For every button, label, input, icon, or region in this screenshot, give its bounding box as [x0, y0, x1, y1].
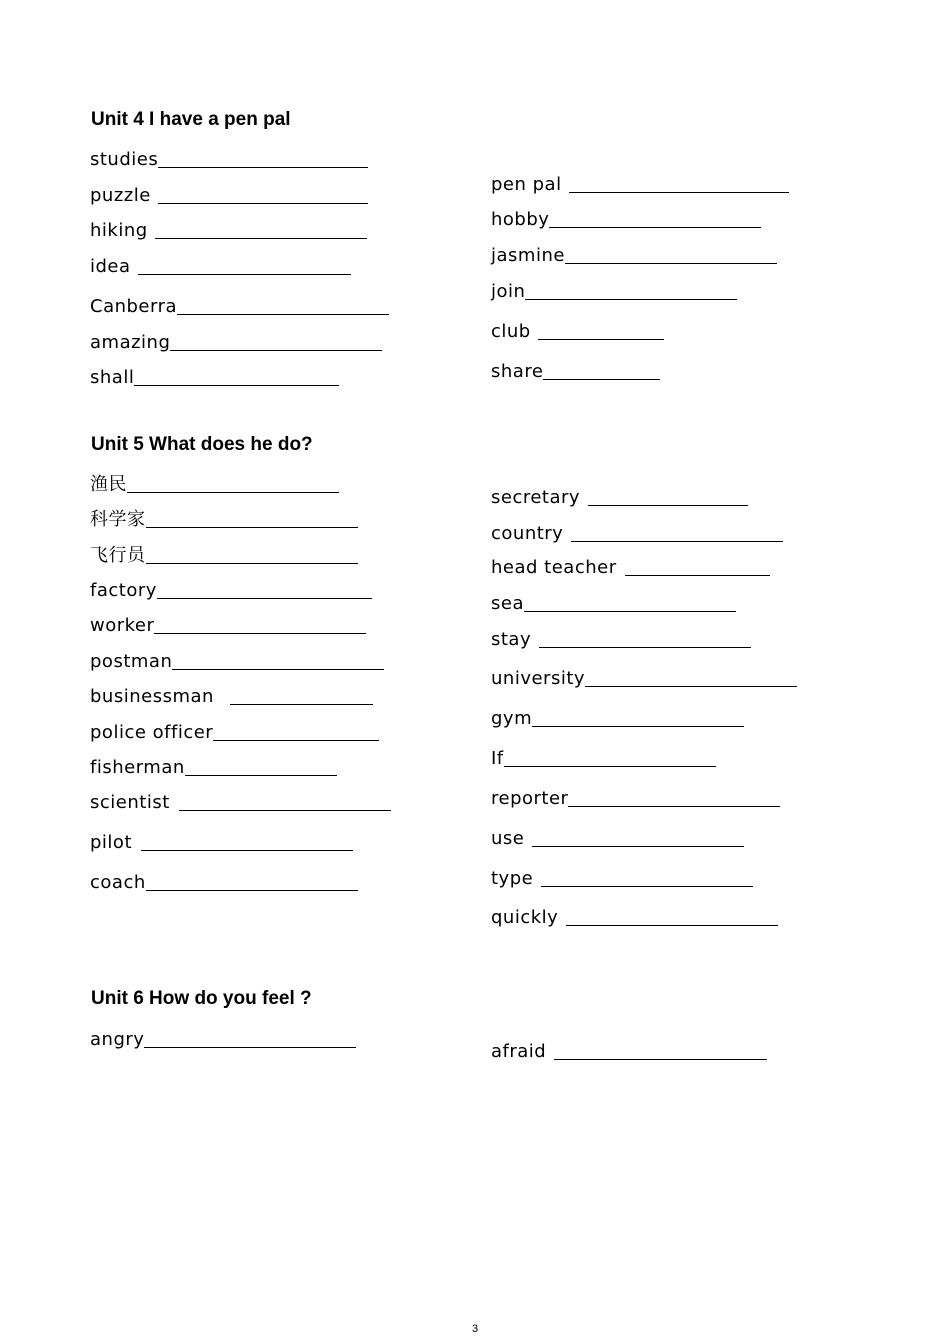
- vocab-entry: [90, 367, 339, 389]
- answer-blank[interactable]: [571, 540, 783, 542]
- vocab-entry: [491, 868, 753, 890]
- answer-blank[interactable]: [158, 166, 368, 168]
- vocab-word: university: [491, 668, 586, 689]
- vocab-entry: [491, 209, 761, 231]
- answer-blank[interactable]: [525, 298, 737, 300]
- vocab-entry: [491, 281, 737, 303]
- vocab-word: share: [491, 361, 544, 382]
- answer-blank[interactable]: [155, 237, 367, 239]
- answer-blank[interactable]: [146, 889, 358, 891]
- vocab-entry: [90, 545, 358, 567]
- vocab-entry: [90, 757, 337, 779]
- vocab-entry: [90, 651, 384, 673]
- answer-blank[interactable]: [549, 226, 761, 228]
- vocab-word: pen pal: [491, 174, 562, 195]
- answer-blank[interactable]: [141, 849, 353, 851]
- vocab-entry: [491, 557, 770, 579]
- unit5-heading: Unit 5 What does he do?: [91, 434, 313, 455]
- vocab-word: secretary: [491, 487, 581, 508]
- answer-blank[interactable]: [179, 809, 391, 811]
- vocab-word: club: [491, 321, 531, 342]
- vocab-word: join: [491, 281, 526, 302]
- vocab-word: coach: [90, 872, 146, 893]
- vocab-entry: [491, 593, 736, 615]
- vocab-entry: [90, 1029, 356, 1051]
- vocab-entry: [90, 332, 382, 354]
- vocab-entry: [491, 245, 777, 267]
- vocab-word: afraid: [491, 1041, 547, 1062]
- vocab-word: country: [491, 523, 564, 544]
- vocab-word: head teacher: [491, 557, 617, 578]
- answer-blank[interactable]: [157, 597, 372, 599]
- vocab-entry: [491, 788, 780, 810]
- vocab-entry: [491, 523, 783, 545]
- vocab-word: fisherman: [90, 757, 185, 778]
- vocab-word: gym: [491, 708, 533, 729]
- vocab-entry: [90, 149, 368, 171]
- answer-blank[interactable]: [532, 725, 744, 727]
- vocab-word: businessman: [90, 686, 214, 707]
- vocab-entry: [90, 509, 358, 531]
- vocab-word: 飞行员: [90, 545, 146, 566]
- vocab-word: Canberra: [90, 296, 178, 317]
- answer-blank[interactable]: [170, 349, 382, 351]
- answer-blank[interactable]: [134, 384, 339, 386]
- vocab-entry: [491, 487, 748, 509]
- vocab-entry: [491, 708, 744, 730]
- vocab-word: hiking: [90, 220, 148, 241]
- answer-blank[interactable]: [566, 924, 778, 926]
- answer-blank[interactable]: [504, 765, 716, 767]
- vocab-word: idea: [90, 256, 131, 277]
- answer-blank[interactable]: [539, 646, 751, 648]
- vocab-entry: [90, 474, 339, 496]
- vocab-word: scientist: [90, 792, 170, 813]
- vocab-entry: [491, 174, 789, 196]
- answer-blank[interactable]: [154, 632, 366, 634]
- answer-blank[interactable]: [543, 378, 660, 380]
- vocab-word: sea: [491, 593, 524, 614]
- answer-blank[interactable]: [144, 1046, 356, 1048]
- answer-blank[interactable]: [532, 845, 744, 847]
- vocab-entry: [491, 668, 797, 690]
- answer-blank[interactable]: [213, 739, 379, 741]
- answer-blank[interactable]: [569, 191, 789, 193]
- vocab-entry: [90, 872, 358, 894]
- vocab-entry: [491, 1041, 767, 1063]
- page-number: 3: [471, 1323, 479, 1335]
- answer-blank[interactable]: [585, 685, 797, 687]
- vocab-entry: [491, 828, 744, 850]
- answer-blank[interactable]: [554, 1058, 767, 1060]
- answer-blank[interactable]: [568, 805, 780, 807]
- answer-blank[interactable]: [185, 774, 337, 776]
- answer-blank[interactable]: [588, 504, 748, 506]
- vocab-entry: [491, 361, 660, 383]
- vocab-entry: [90, 615, 366, 637]
- vocab-word: shall: [90, 367, 135, 388]
- vocab-word: reporter: [491, 788, 569, 809]
- vocab-word: use: [491, 828, 525, 849]
- vocab-entry: [90, 832, 353, 854]
- vocab-word: type: [491, 868, 534, 889]
- answer-blank[interactable]: [177, 313, 389, 315]
- answer-blank[interactable]: [230, 703, 373, 705]
- unit6-heading: Unit 6 How do you feel ?: [91, 988, 312, 1009]
- vocab-entry: [491, 321, 664, 343]
- answer-blank[interactable]: [172, 668, 384, 670]
- vocab-entry: [90, 296, 389, 318]
- vocab-word: pilot: [90, 832, 132, 853]
- vocab-entry: [90, 220, 367, 242]
- answer-blank[interactable]: [524, 610, 736, 612]
- vocab-word: angry: [90, 1029, 145, 1050]
- answer-blank[interactable]: [541, 885, 753, 887]
- vocab-entry: [90, 580, 372, 602]
- answer-blank[interactable]: [146, 526, 358, 528]
- vocab-entry: [491, 748, 716, 770]
- vocab-entry: [90, 686, 373, 708]
- vocab-word: studies: [90, 149, 159, 170]
- answer-blank[interactable]: [138, 273, 351, 275]
- vocab-word: factory: [90, 580, 157, 601]
- vocab-entry: [491, 907, 778, 929]
- vocab-word: stay: [491, 629, 532, 650]
- answer-blank[interactable]: [127, 491, 339, 493]
- vocab-word: quickly: [491, 907, 559, 928]
- vocab-word: hobby: [491, 209, 550, 230]
- vocab-entry: [491, 629, 751, 651]
- answer-blank[interactable]: [625, 574, 770, 576]
- vocab-word: If: [491, 748, 504, 769]
- answer-blank[interactable]: [158, 202, 368, 204]
- answer-blank[interactable]: [538, 338, 664, 340]
- vocab-entry: [90, 256, 351, 278]
- unit4-heading: Unit 4 I have a pen pal: [91, 109, 291, 130]
- vocab-word: amazing: [90, 332, 171, 353]
- answer-blank[interactable]: [565, 262, 777, 264]
- vocab-word: worker: [90, 615, 155, 636]
- vocab-word: puzzle: [90, 185, 151, 206]
- vocab-entry: [90, 185, 368, 207]
- vocab-word: 渔民: [90, 474, 127, 495]
- vocab-entry: [90, 722, 379, 744]
- vocab-word: police officer: [90, 722, 214, 743]
- vocab-word: 科学家: [90, 509, 146, 530]
- vocab-entry: [90, 792, 391, 814]
- answer-blank[interactable]: [146, 562, 358, 564]
- vocab-word: jasmine: [491, 245, 565, 266]
- vocab-word: postman: [90, 651, 173, 672]
